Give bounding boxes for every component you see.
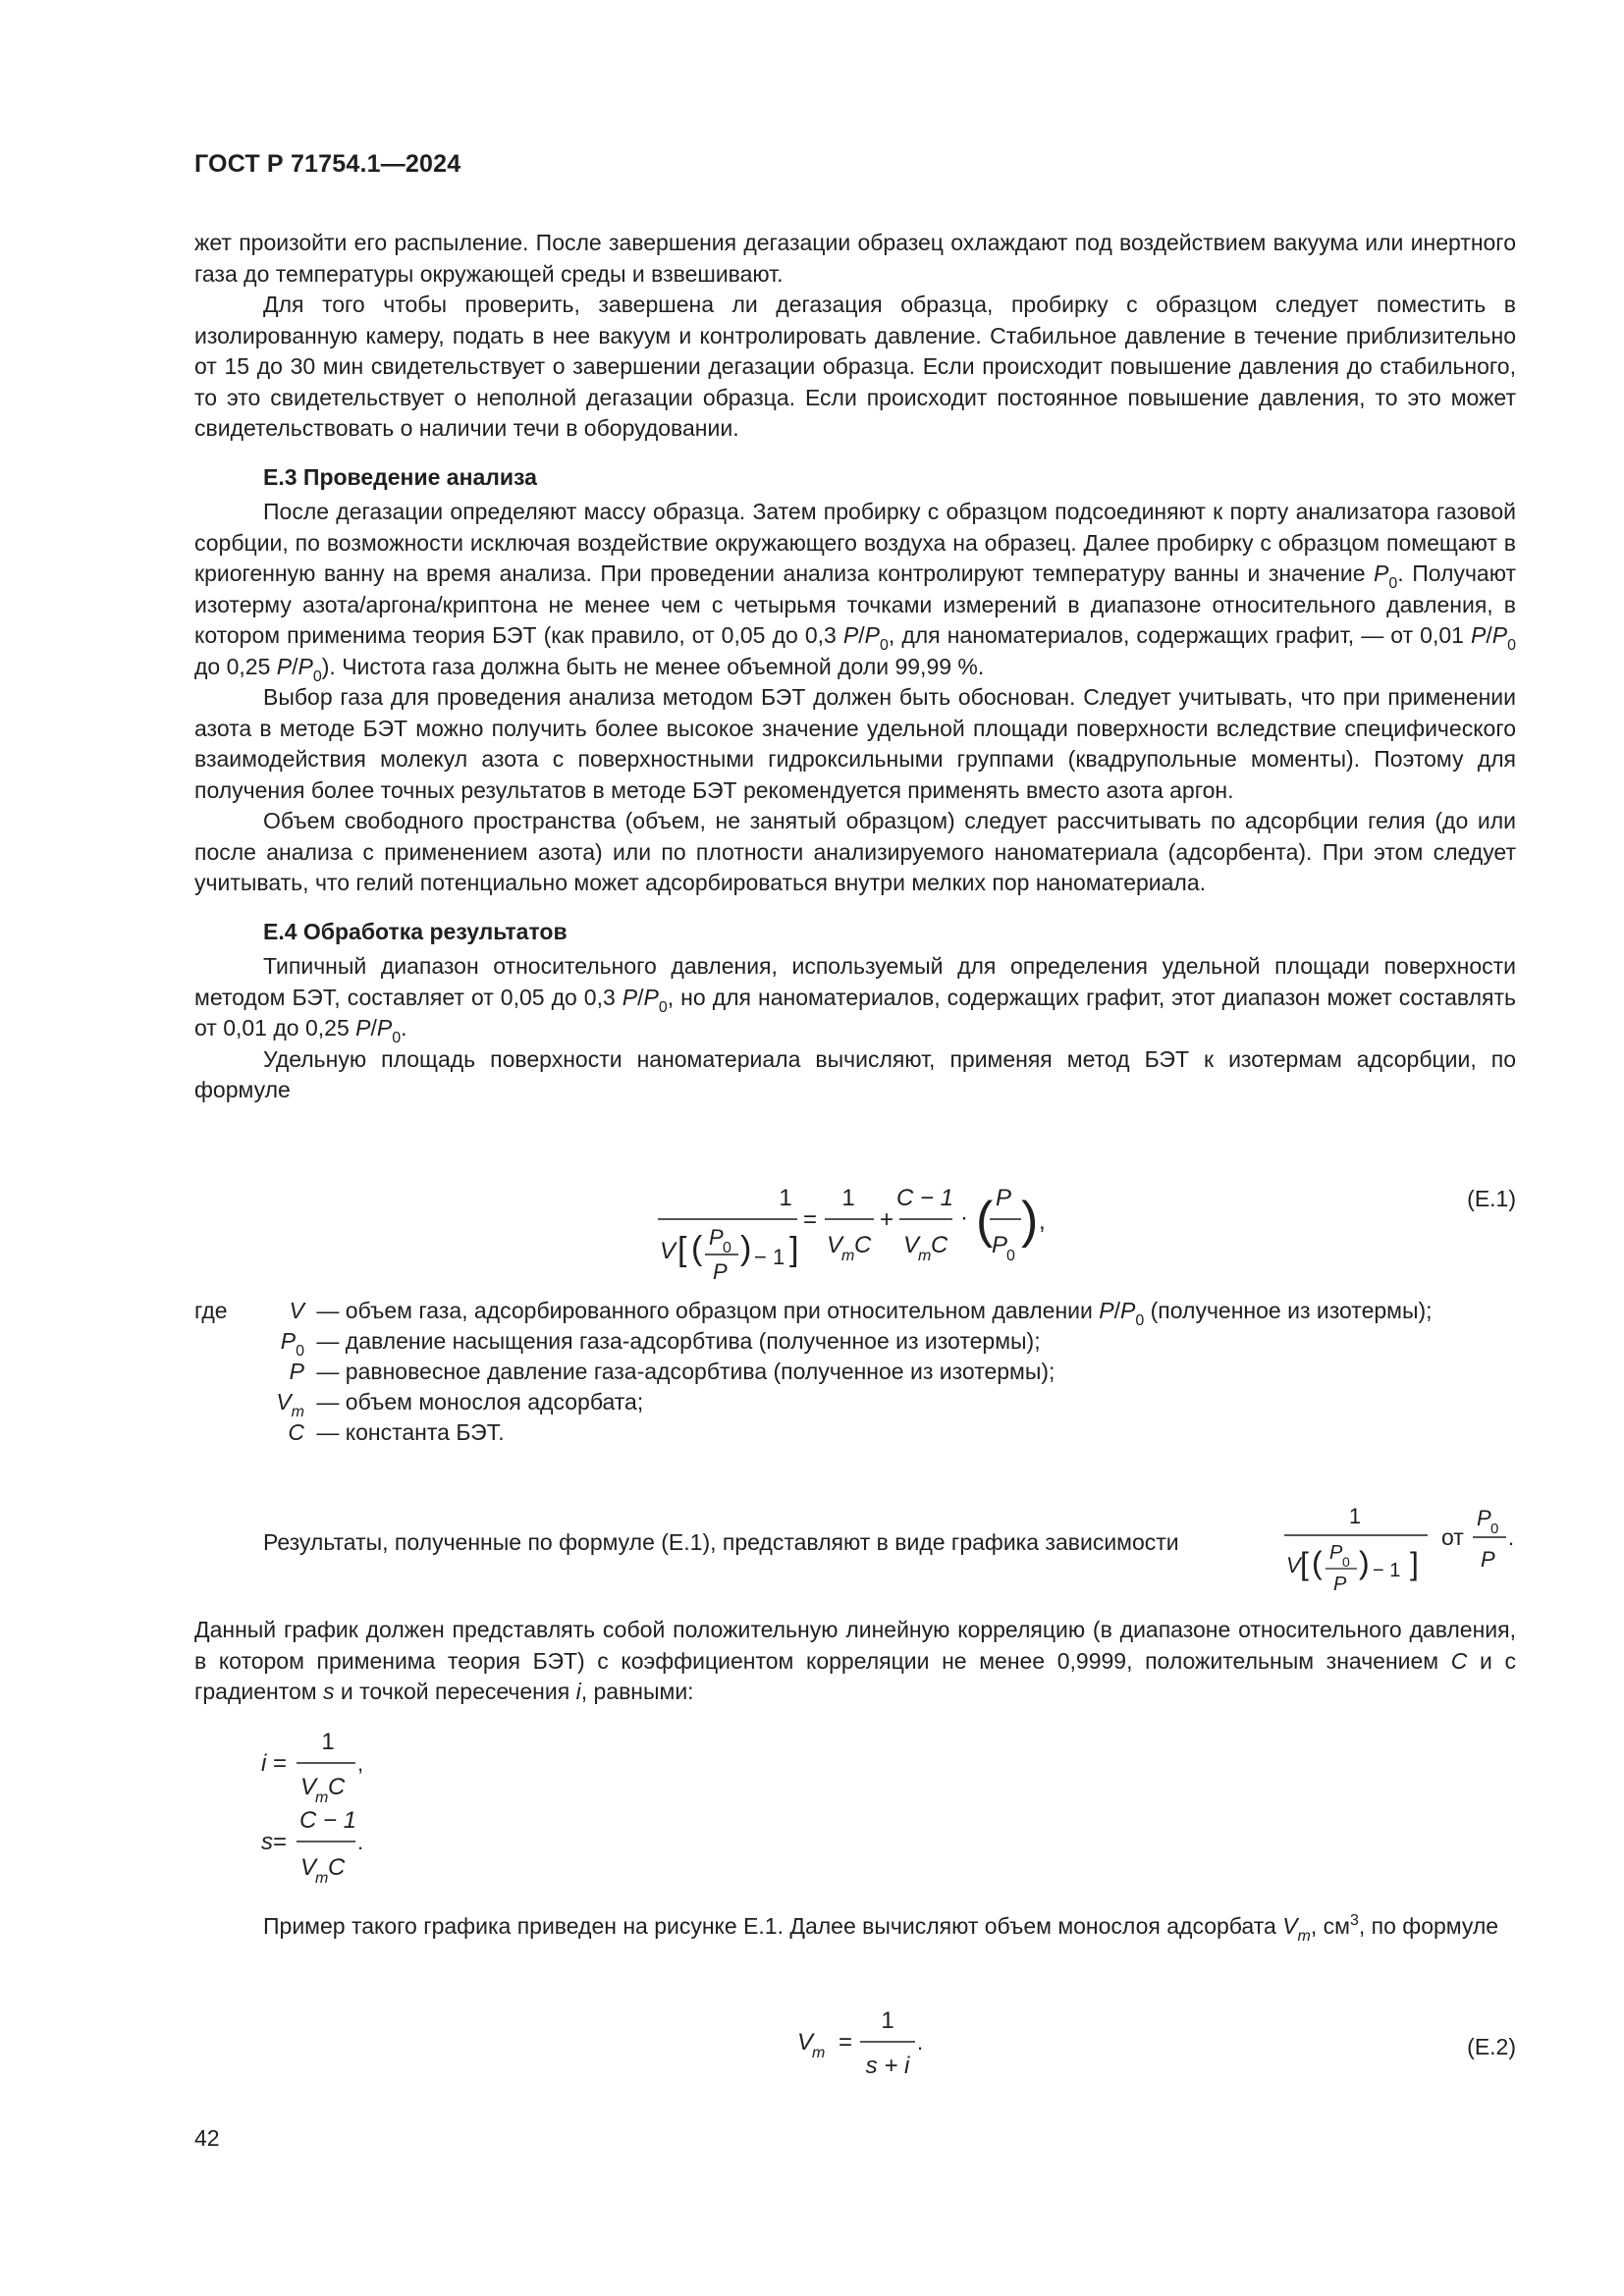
- eq1-P0: P: [709, 1225, 724, 1250]
- definition-row: $V_m$ — объем монослоя адсорбата;: [276, 1389, 644, 1420]
- i-C: C: [328, 1774, 346, 1800]
- eq1-paren2-r: ): [1021, 1192, 1039, 1249]
- body-text-lower: [194, 1911, 1516, 1943]
- i-one: 1: [321, 1729, 335, 1755]
- dep-bracket-l: [: [1300, 1546, 1309, 1581]
- eq1-one-b: 1: [841, 1185, 855, 1211]
- e2-one: 1: [881, 2007, 894, 2034]
- eq1-C2: C: [931, 1232, 948, 1258]
- i-equals: =: [273, 1750, 288, 1777]
- eq1-bracket-l: [: [677, 1231, 687, 1268]
- eq1-paren-l: (: [691, 1230, 703, 1267]
- eq1-dot: ·: [960, 1204, 968, 1231]
- s-Vm: V: [300, 1854, 317, 1881]
- eq1-Vm2-sub: m: [918, 1248, 932, 1264]
- s-equals: =: [273, 1829, 288, 1855]
- dep-period: .: [1508, 1525, 1515, 1550]
- eq1-comma: ,: [1039, 1208, 1046, 1235]
- page-number: 42: [194, 2125, 220, 2151]
- eq1-C: C: [854, 1232, 872, 1258]
- s-C: C: [328, 1854, 346, 1881]
- eq1-P0-den-sub: 0: [1006, 1248, 1015, 1264]
- eq1-paren-r: ): [740, 1230, 752, 1267]
- equation-label-e2: (Е.2): [1467, 2034, 1516, 2059]
- definition-row: где V — объем газа, адсорбированного образцом при относительном давлении $P/P_0$ (полученное из изотермы);: [194, 1298, 1433, 1329]
- equation-e1: [648, 1168, 1080, 1296]
- eq1-minus1: − 1: [754, 1245, 785, 1269]
- e2-Vm-sub: m: [812, 2045, 826, 2061]
- eq1-plus: +: [880, 1206, 894, 1233]
- paragraph: Выбор газа для проведения анализа методом БЭТ должен быть обоснован. Следует учитывать, что при применении азота в методе БЭТ можно получить более высокое значение удельной площади поверхности вследствие специфического взаимодействия молекул азота с поверхностными гидроксильными группами (квадрупольные моменты). Поэтому для получения более точных результатов в методе БЭТ рекомендуется применять вместо азота аргон.: [194, 684, 1516, 803]
- eq1-P-num: P: [996, 1185, 1012, 1211]
- paragraph: Объем свободного пространства (объем, не занятый образцом) следует рассчитывать по адсорбции гелия (до или после анализа с применением азота) или по плотности анализируемого наноматериала (адсорбента). При этом следует учитывать, что гелий потенциально может адсорбироваться внутри мелких пор наноматериала.: [194, 808, 1516, 895]
- e2-s-plus-i: s + i: [865, 2053, 910, 2079]
- dep-frac-P0: P: [1477, 1506, 1491, 1530]
- i-comma: ,: [357, 1751, 364, 1776]
- dep-P0: P: [1329, 1542, 1343, 1564]
- definition-row: P — равновесное давление газа-адсорбтива (полученное из изотермы);: [289, 1359, 1056, 1384]
- e2-period: .: [917, 2030, 924, 2055]
- eq1-cminus1: C − 1: [895, 1185, 954, 1211]
- document-header: ГОСТ Р 71754.1—2024: [194, 150, 461, 178]
- definition-row: C — константа БЭТ.: [288, 1419, 505, 1445]
- eq1-P0-sub: 0: [723, 1240, 731, 1256]
- i-symbol: i: [261, 1750, 267, 1777]
- s-symbol: s: [261, 1829, 273, 1855]
- equation-e2: [793, 1999, 941, 2097]
- inline-formula-dependency: [1282, 1498, 1538, 1606]
- dep-one: 1: [1348, 1504, 1362, 1528]
- s-Vm-sub: m: [315, 1870, 329, 1887]
- eq1-Vm2: V: [903, 1232, 920, 1258]
- paragraph: Пример такого графика приведен на рисунке Е.1. Далее вычисляют объем монослоя адсорбата $V_m$, $см^3$, по формуле: [263, 1912, 1499, 1945]
- dep-P0-sub: 0: [1342, 1554, 1350, 1570]
- dep-V: V: [1286, 1553, 1301, 1577]
- i-Vm: V: [300, 1774, 317, 1800]
- paragraph: Для того чтобы проверить, завершена ли дегазация образца, пробирку с образцом следует поместить в изолированную камеру, подать в нее вакуум и контролировать давление. Стабильное давление в течение приблизительно от 15 до 30 мин свидетельствует о завершении дегазации образца. Если происходит повышение давления до стабильного, то это свидетельствует о неполной дегазации образца. Если происходит постоянное повышение давления, то это может свидетельствовать о наличии течи в оборудовании.: [194, 292, 1516, 441]
- s-cminus1: C − 1: [298, 1807, 357, 1834]
- dep-minus1: − 1: [1373, 1560, 1401, 1581]
- e2-equals: =: [839, 2029, 853, 2056]
- variable-definitions: [194, 1296, 1433, 1448]
- eq1-Vm: V: [827, 1232, 843, 1258]
- s-period: .: [357, 1830, 364, 1854]
- eq1-numerator: 1: [779, 1185, 792, 1211]
- eq1-paren2-l: (: [976, 1192, 994, 1249]
- formulas-i-s: [253, 1720, 430, 1896]
- dep-paren-l: (: [1312, 1545, 1323, 1580]
- paragraph: жет произойти его распыление. После завершения дегазации образец охлаждают под воздействием вакуума или инертного газа до температуры окружающей среды и взвешивают.: [194, 230, 1516, 287]
- dep-ot: от: [1441, 1524, 1464, 1550]
- results-sentence: Результаты, полученные по формуле (Е.1), представляют в виде графика зависимости: [263, 1529, 1179, 1555]
- eq1-V: V: [660, 1238, 677, 1264]
- i-Vm-sub: m: [315, 1789, 329, 1806]
- e2-Vm: V: [797, 2029, 814, 2056]
- eq1-P: P: [713, 1259, 728, 1284]
- eq1-equals: =: [803, 1206, 818, 1233]
- section-title-e4: Е.4 Обработка результатов: [263, 918, 568, 944]
- eq1-P0-den: P: [992, 1232, 1008, 1258]
- dep-frac-P: P: [1481, 1547, 1495, 1572]
- eq1-Vm-sub: m: [841, 1248, 855, 1264]
- paragraph: Типичный диапазон относительного давления, используемый для определения удельной площади поверхности методом БЭТ, составляет от 0,05 до 0,3 $P/P_0$, но для наноматериалов, содержащих графит, этот диапазон может составлять от 0,01 до 0,25 $P/P_0$.: [194, 953, 1516, 1046]
- dep-P: P: [1333, 1574, 1347, 1595]
- dep-frac-P0-sub: 0: [1490, 1521, 1499, 1537]
- eq1-bracket-r: ]: [789, 1231, 799, 1268]
- body-text-upper: [194, 228, 1516, 1106]
- paragraph: Удельную площадь поверхности наноматериала вычисляют, применяя метод БЭТ к изотермам адсорбции, по формуле: [194, 1045, 1516, 1102]
- dep-bracket-r: ]: [1410, 1546, 1419, 1581]
- paragraph: После дегазации определяют массу образца. Затем пробирку с образцом подсоединяют к порту анализатора газовой сорбции, по возможности исключая воздействие окружающего воздуха на образец. Далее пробирку с образцом помещают в криогенную ванну на время анализа. При проведении анализа контролируют температуру ванны и значение $P_0$. Получают изотерму азота/аргона/криптона не менее чем с четырьмя точками измерений в диапазоне относительного давления, в котором применима теория БЭТ (как правило, от 0,05 до 0,3 $P/P_0$, для наноматериалов, содержащих графит, — от 0,01 $P/P_0$ до 0,25 $P/P_0$). Чистота газа должна быть не менее объемной доли 99,99 %.: [194, 499, 1517, 685]
- dep-paren-r: ): [1359, 1545, 1370, 1580]
- section-title-e3: Е.3 Проведение анализа: [263, 463, 537, 490]
- body-text-middle: [194, 1615, 1516, 1708]
- paragraph: Данный график должен представлять собой положительную линейную корреляцию (в диапазоне относительного давления, в котором применима теория БЭТ) с коэффициентом корреляции не менее 0,9999, положительным значением C и с градиентом s и точкой пересечения i, равными:: [194, 1617, 1517, 1704]
- equation-label-e1: (Е.1): [1467, 1186, 1516, 1211]
- definition-row: $P_0$ — давление насыщения газа-адсорбтива (полученное из изотермы);: [280, 1328, 1041, 1360]
